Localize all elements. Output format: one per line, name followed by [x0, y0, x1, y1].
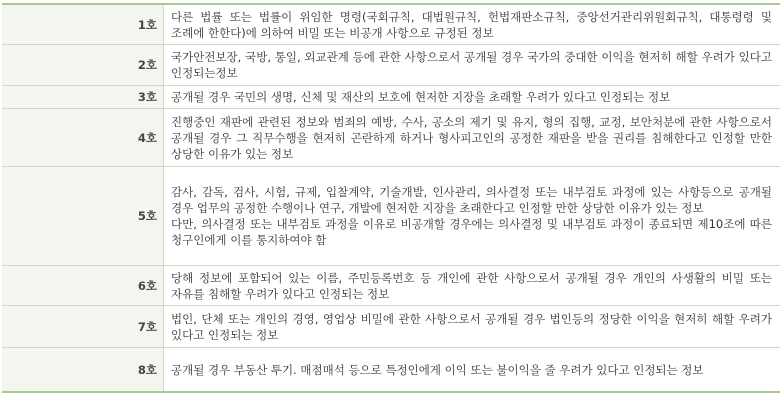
row-content — [164, 266, 780, 305]
nondisclosure-table — [2, 3, 780, 393]
table-row — [2, 306, 780, 348]
row-label: 7호 — [2, 306, 164, 347]
row-label: 1호 — [2, 5, 164, 44]
table-row — [2, 109, 780, 167]
row-label: 6호 — [2, 266, 164, 305]
table-row — [2, 86, 780, 109]
row-content — [164, 45, 780, 85]
table-row — [2, 266, 780, 306]
row-label: 4호 — [2, 109, 164, 166]
row-content — [164, 5, 780, 44]
table-row — [2, 348, 780, 391]
row-content — [164, 348, 780, 391]
row-paragraph: 진행중인 재판에 관련된 정보와 범죄의 예방, 수사, 공소의 제기 및 유지, 형의 집행, 교정, 보안처분에 관한 사항으로서 공개될 경우 그 직무수행을 현저히 곤란하게 하거나 형사피고인의 공정한 재판을 받을 권리를 침해한다고 인정할 만한 상당한 이유가 있는 정보 — [171, 114, 772, 161]
row-paragraph: 국가안전보장, 국방, 통일, 외교관계 등에 관한 사항으로서 공개될 경우 국가의 중대한 이익을 현저히 해할 우려가 있다고 인정되는정보 — [171, 50, 772, 80]
row-label: 3호 — [2, 86, 164, 108]
row-paragraph: 법인, 단체 또는 개인의 경영, 영업상 비밀에 관한 사항으로서 공개될 경우 법인등의 정당한 이익을 현저히 해할 우려가 있다고 인정되는 정보 — [171, 311, 772, 342]
row-content — [164, 86, 780, 108]
row-label: 2호 — [2, 45, 164, 85]
row-paragraph: 당해 정보에 포함되어 있는 이름, 주민등록번호 등 개인에 관한 사항으로서 공개될 경우 개인의 사생활의 비밀 또는 자유를 침해할 우려가 있다고 인정되는 정보 — [171, 270, 772, 301]
table-row — [2, 45, 780, 86]
table-row — [2, 5, 780, 45]
row-label: 5호 — [2, 167, 164, 265]
row-content — [164, 109, 780, 166]
row-label: 8호 — [2, 348, 164, 391]
row-paragraph: 다른 법률 또는 법률이 위임한 명령(국회규칙, 대법원규칙, 헌법재판소규칙, 중앙선거관리위원회규칙, 대통령령 및 조례에 한한다)에 의하여 비밀 또는 비공개 사항으로 규정된 정보 — [171, 9, 772, 40]
row-paragraph: 공개될 경우 국민의 생명, 신체 및 재산의 보호에 현저한 지장을 초래할 우려가 있다고 인정되는 정보 — [171, 90, 671, 104]
row-paragraph: 공개될 경우 부동산 투기. 매점매석 등으로 특정인에게 이익 또는 불이익을 줄 우려가 있다고 인정되는 정보 — [171, 362, 704, 377]
row-paragraph: 감사, 감독, 검사, 시험, 규제, 입찰계약, 기술개발, 인사관리, 의사결정 또는 내부검토 과정에 있는 사항등으로 공개될 경우 업무의 공정한 수행이나 연구, 개발에 현저한 지장을 초래한다고 인정할 만한 상당한 이유가 있는 정보 — [171, 185, 772, 215]
row-paragraph: 다만, 의사결정 또는 내부검토 과정을 이유로 비공개할 경우에는 의사결정 및 내부검토 과정이 종료되면 제10조에 따른 청구인에게 이를 통지하여야 함 — [171, 217, 772, 247]
table-row — [2, 167, 780, 266]
row-content — [164, 167, 780, 265]
row-content — [164, 306, 780, 347]
